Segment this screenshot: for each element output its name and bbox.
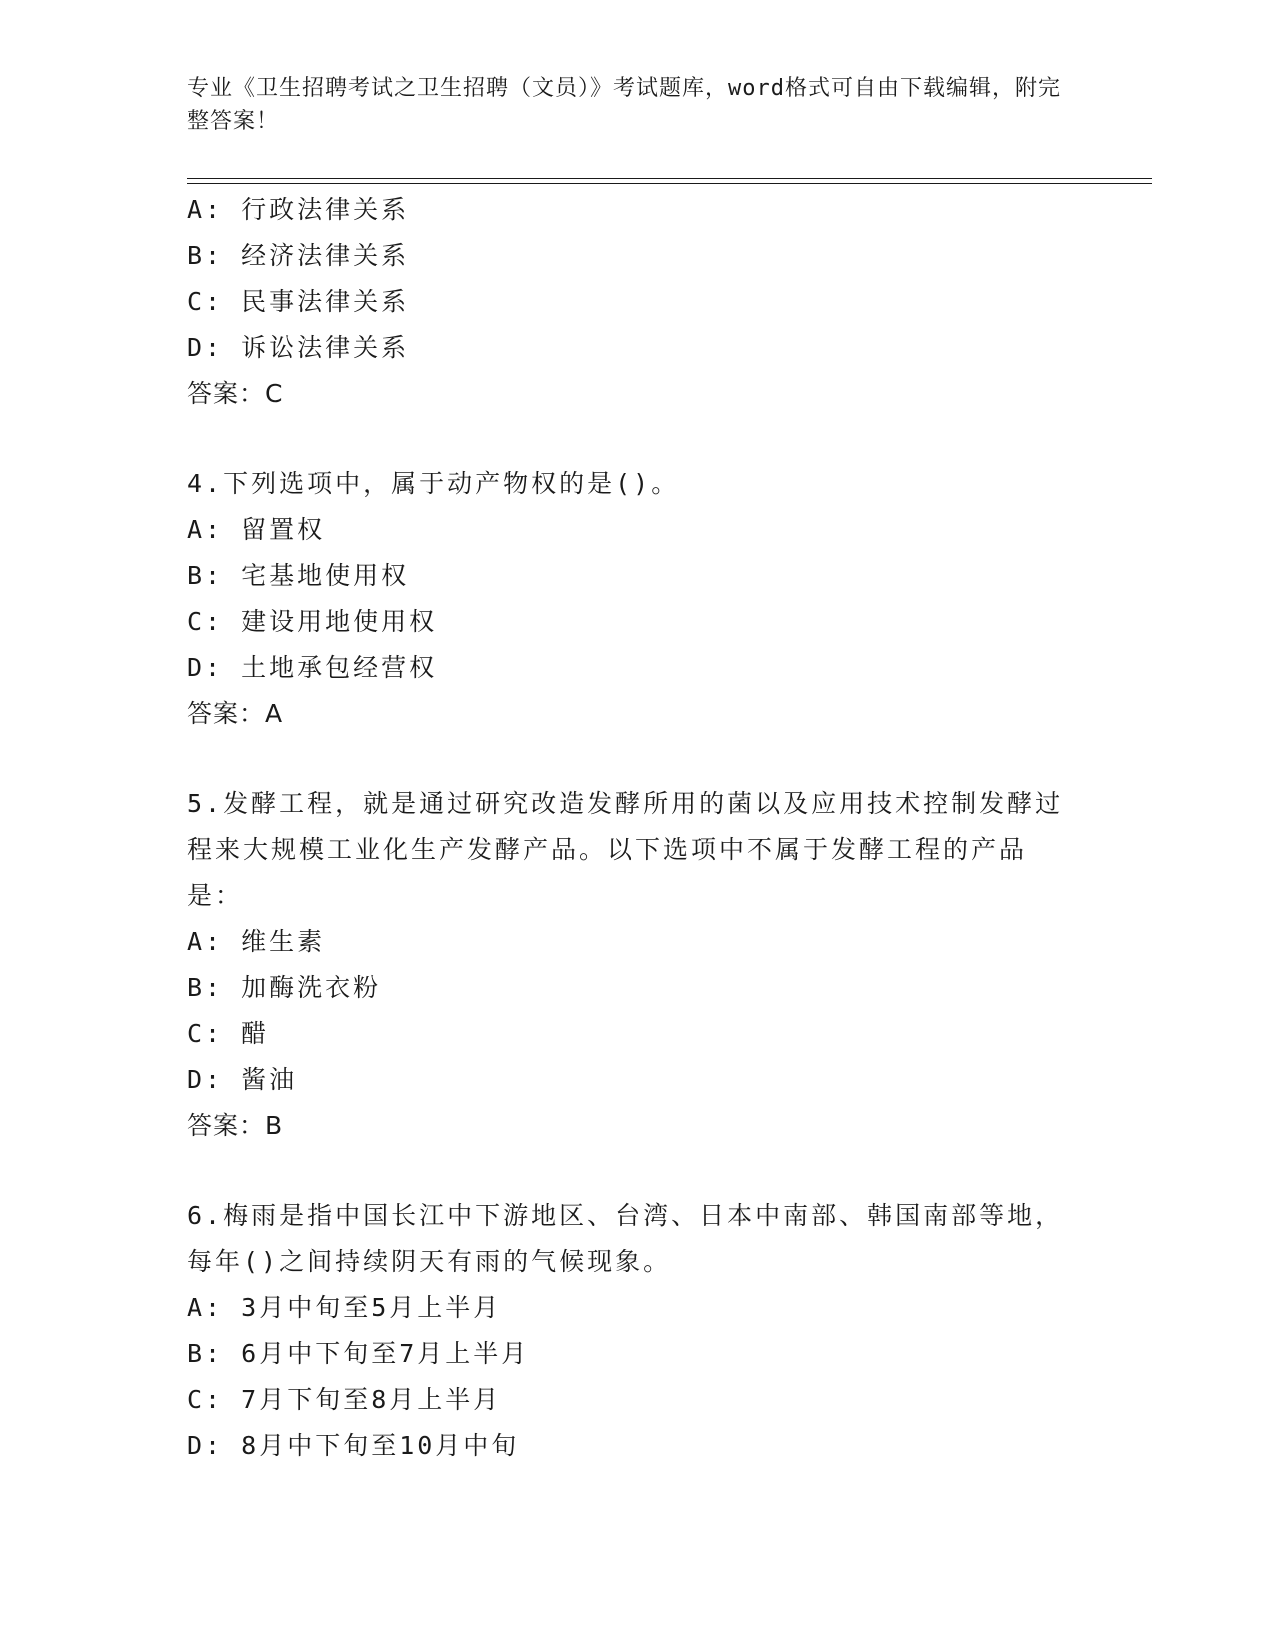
header-divider-top (187, 178, 1152, 179)
option-a: A: 留置权 (187, 515, 326, 544)
question-6 (187, 1193, 1087, 1469)
option-b: B: 宅基地使用权 (187, 561, 410, 590)
option-d: D: 诉讼法律关系 (187, 333, 410, 362)
question-text: 4.下列选项中，属于动产物权的是()。 (187, 469, 680, 498)
option-a: A: 行政法律关系 (187, 195, 410, 224)
header-divider-bottom (187, 183, 1152, 184)
question-list (187, 187, 1087, 1469)
question-text: 6.梅雨是指中国长江中下游地区、台湾、日本中南部、韩国南部等地，每年()之间持续阴天有雨的气候现象。 (187, 1201, 1064, 1276)
question-5 (187, 781, 1087, 1149)
option-c: C: 建设用地使用权 (187, 607, 438, 636)
answer-text: 答案：A (187, 699, 284, 728)
option-d: D: 酱油 (187, 1065, 298, 1094)
document-header: 专业《卫生招聘考试之卫生招聘（文员）》考试题库，word格式可自由下载编辑，附完整答案！ (187, 76, 1061, 134)
option-b: B: 加酶洗衣粉 (187, 973, 382, 1002)
option-b: B: 经济法律关系 (187, 241, 410, 270)
answer-text: 答案：C (187, 379, 284, 408)
option-d: D: 8月中下旬至10月中旬 (187, 1431, 520, 1460)
option-a: A: 维生素 (187, 927, 326, 956)
question-3 (187, 187, 1087, 417)
option-c: C: 醋 (187, 1019, 270, 1048)
option-a: A: 3月中旬至5月上半月 (187, 1293, 502, 1322)
question-text: 5.发酵工程，就是通过研究改造发酵所用的菌以及应用技术控制发酵过程来大规模工业化生产发酵产品。以下选项中不属于发酵工程的产品是： (187, 789, 1064, 910)
question-4 (187, 461, 1087, 737)
option-c: C: 民事法律关系 (187, 287, 410, 316)
option-d: D: 土地承包经营权 (187, 653, 438, 682)
option-b: B: 6月中下旬至7月上半月 (187, 1339, 530, 1368)
option-c: C: 7月下旬至8月上半月 (187, 1385, 502, 1414)
answer-text: 答案：B (187, 1111, 284, 1140)
